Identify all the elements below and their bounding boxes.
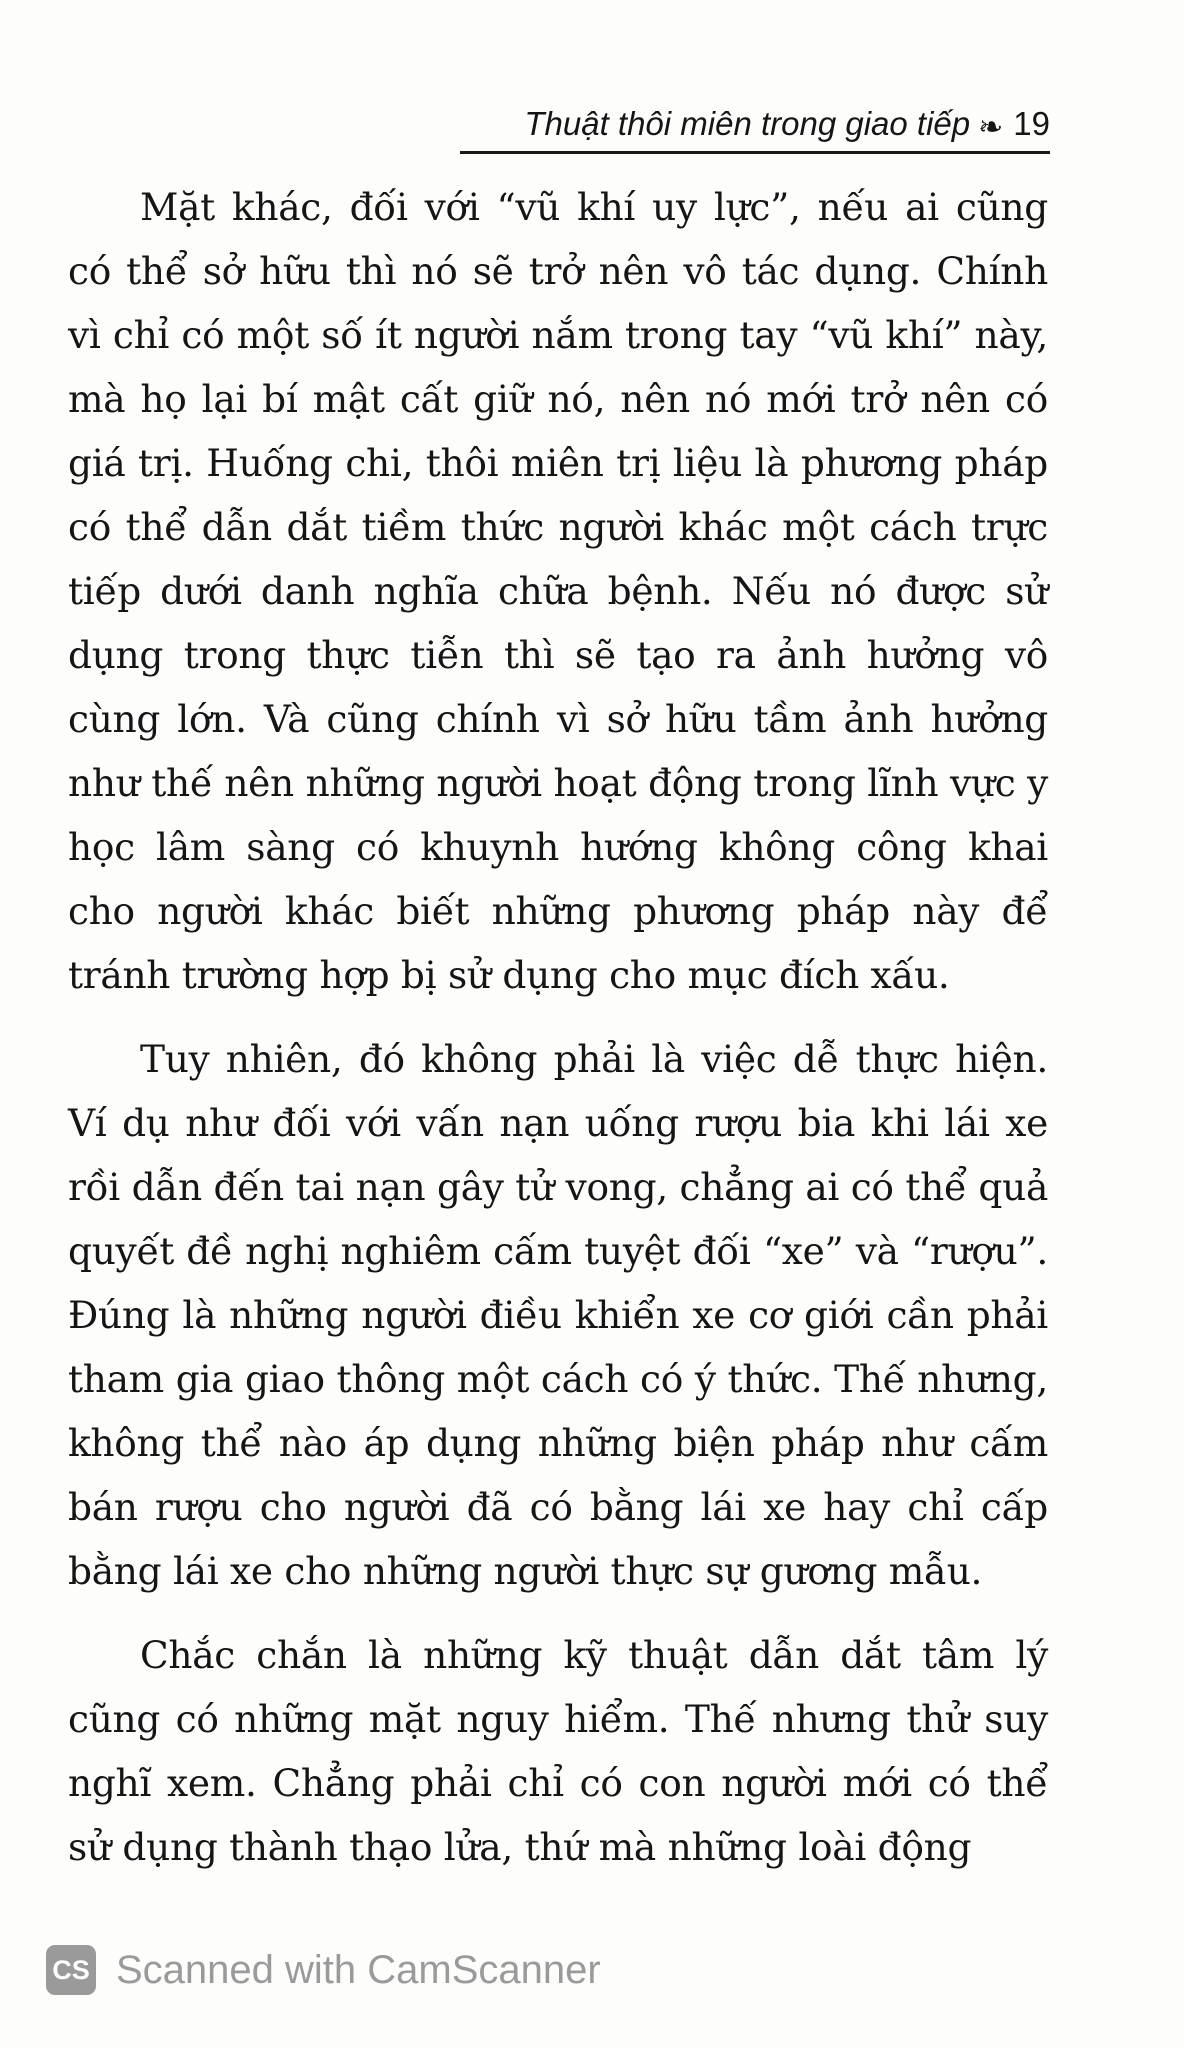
page-number: 19 [1013, 105, 1050, 142]
paragraph-1: Mặt khác, đối với “vũ khí uy lực”, nếu ai cũng có thể sở hữu thì nó sẽ trở nên vô tác dụng. Chính vì chỉ có một số ít người nắm trong tay “vũ khí” này, mà họ lại bí mật cất giữ nó, nên nó mới trở nên có giá trị. Huống chi, thôi miên trị liệu là phương pháp có thể dẫn dắt tiềm thức người khác một cách trực tiếp dưới danh nghĩa chữa bệnh. Nếu nó được sử dụng trong thực tiễn thì sẽ tạo ra ảnh hưởng vô cùng lớn. Và cũng chính vì sở hữu tầm ảnh hưởng như thế nên những người hoạt động trong lĩnh vực y học lâm sàng có khuynh hướng không công khai cho người khác biết những phương pháp này để tránh trường hợp bị sử dụng cho mục đích xấu. [68, 185, 1048, 997]
paragraph-3: Chắc chắn là những kỹ thuật dẫn dắt tâm lý cũng có những mặt nguy hiểm. Thế nhưng thử suy nghĩ xem. Chẳng phải chỉ có con người mới có thể sử dụng thành thạo lửa, thứ mà những loài động [68, 1633, 1048, 1869]
header-title: Thuật thôi miên trong giao tiếp [524, 105, 971, 142]
body-text [68, 175, 1048, 1899]
watermark-text: Scanned with CamScanner [116, 1947, 601, 1992]
paragraph-2: Tuy nhiên, đó không phải là việc dễ thực hiện. Ví dụ như đối với vấn nạn uống rượu bia khi lái xe rồi dẫn đến tai nạn gây tử vong, chẳng ai có thể quả quyết đề nghị nghiêm cấm tuyệt đối “xe” và “rượu”. Đúng là những người điều khiển xe cơ giới cần phải tham gia giao thông một cách có ý thức. Thế nhưng, không thể nào áp dụng những biện pháp như cấm bán rượu cho người đã có bằng lái xe hay chỉ cấp bằng lái xe cho những người thực sự gương mẫu. [68, 1037, 1048, 1593]
running-header [460, 92, 1050, 154]
fleuron-icon: ❧ [978, 111, 1004, 144]
camscanner-logo-icon: CS [46, 1945, 96, 1995]
camscanner-watermark [46, 1945, 601, 1995]
